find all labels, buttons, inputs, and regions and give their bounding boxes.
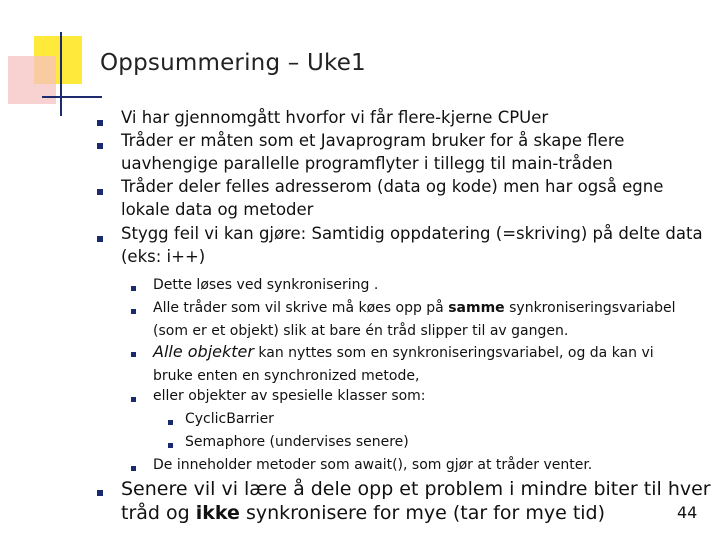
page-number: 44: [677, 503, 698, 522]
bullet-square-icon: [131, 397, 136, 402]
list-item: Senere vil vi lære å dele opp et problem i mindre biter til hver tråd og ikke synkronisere for mye (tar for mye tid): [121, 478, 711, 524]
bullet-square-icon: [97, 236, 103, 242]
bullet-square-icon: [168, 420, 173, 425]
bullet-square-icon: [97, 143, 103, 149]
list-item: Alle objekter kan nyttes som en synkroniseringsvariabel, og da kan vi bruke enten en synchronized metode,: [153, 342, 654, 384]
list-item: De inneholder metoder som await(), som gjør at tråder venter.: [153, 457, 593, 473]
bullet-square-icon: [131, 466, 136, 471]
bullet-square-icon: [97, 490, 103, 496]
list-item: Semaphore (undervises senere): [185, 434, 409, 450]
list-item: Alle tråder som vil skrive må køes opp på samme synkroniseringsvariabel (som er et objekt) slik at bare én tråd slipper til av gangen.: [153, 300, 676, 339]
bullet-square-icon: [97, 120, 103, 126]
slide-title: Oppsummering – Uke1: [100, 50, 366, 76]
list-item: Vi har gjennomgått hvorfor vi får flere-kjerne CPUer: [121, 108, 549, 127]
list-item: Tråder deler felles adresserom (data og kode) men har også egne lokale data og metoder: [121, 177, 664, 219]
bullet-square-icon: [97, 189, 103, 195]
list-item: Stygg feil vi kan gjøre: Samtidig oppdatering (=skriving) på delte data (eks: i++): [121, 224, 703, 266]
list-item: Tråder er måten som et Javaprogram bruker for å skape flere uavhengige parallelle programflyter i tillegg til main-tråden: [121, 131, 625, 173]
bullet-square-icon: [168, 443, 173, 448]
bullet-square-icon: [131, 309, 136, 314]
list-item: Dette løses ved synkronisering .: [153, 277, 379, 293]
bullet-square-icon: [131, 352, 136, 357]
list-item: eller objekter av spesielle klasser som:: [153, 388, 426, 404]
list-item: CyclicBarrier: [185, 411, 274, 427]
bullet-square-icon: [131, 286, 136, 291]
